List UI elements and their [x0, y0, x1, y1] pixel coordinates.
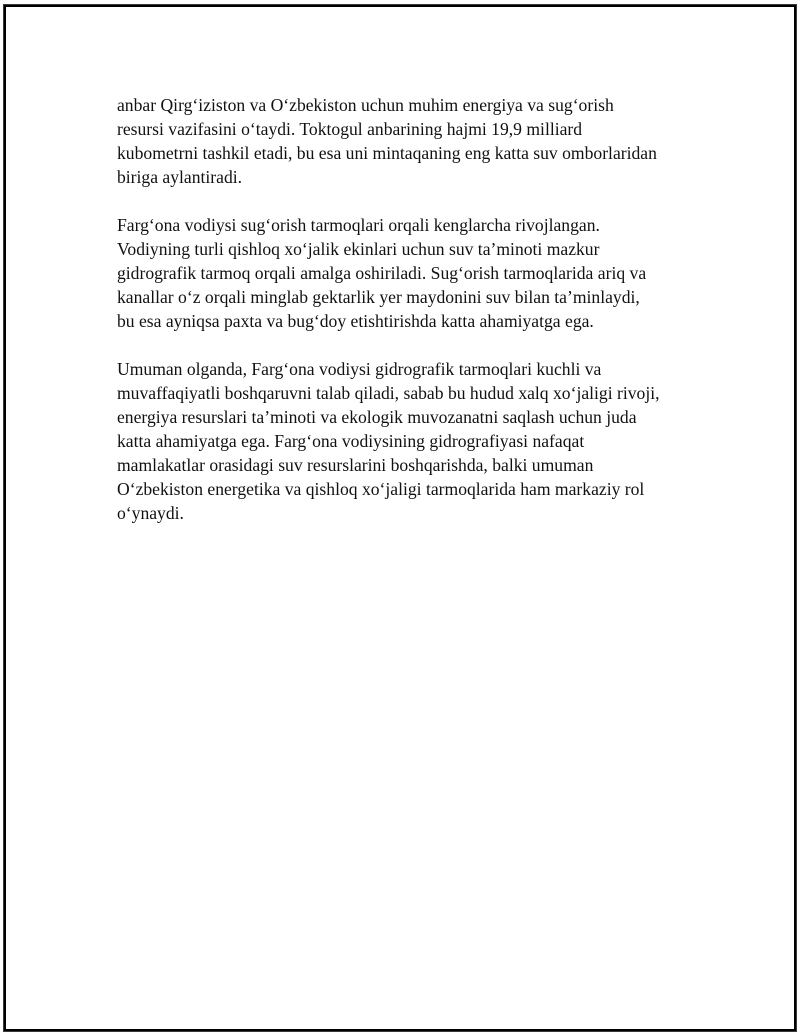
- text-line: Oʻzbekiston energetika va qishloq xoʻjaligi tarmoqlarida ham markaziy rol: [117, 479, 645, 499]
- text-line: kubometrni tashkil etadi, bu esa uni mintaqaning eng katta suv omborlaridan: [117, 143, 657, 163]
- paragraph-2: [117, 213, 697, 333]
- text-line: oʻynaydi.: [117, 503, 184, 523]
- text-line: anbar Qirgʻiziston va Oʻzbekiston uchun muhim energiya va sugʻorish: [117, 95, 614, 115]
- text-line: bu esa ayniqsa paxta va bugʻdoy etishtirishda katta ahamiyatga ega.: [117, 311, 594, 331]
- paragraph-3: [117, 357, 697, 525]
- text-line: Fargʻona vodiysi sugʻorish tarmoqlari orqali kenglarcha rivojlangan.: [117, 215, 600, 235]
- text-line: energiya resurslari taʼminoti va ekologik muvozanatni saqlash uchun juda: [117, 407, 637, 427]
- text-line: biriga aylantiradi.: [117, 167, 243, 187]
- text-line: resursi vazifasini oʻtaydi. Toktogul anbarining hajmi 19,9 milliard: [117, 119, 583, 139]
- paragraph-1: [117, 93, 697, 189]
- text-line: Vodiyning turli qishloq xoʻjalik ekinlari uchun suv taʼminoti mazkur: [117, 239, 600, 259]
- text-line: muvaffaqiyatli boshqaruvni talab qiladi, sabab bu hudud xalq xoʻjaligi rivoji,: [117, 383, 660, 403]
- text-line: katta ahamiyatga ega. Fargʻona vodiysining gidrografiyasi nafaqat: [117, 431, 585, 451]
- text-line: Umuman olganda, Fargʻona vodiysi gidrografik tarmoqlari kuchli va: [117, 359, 602, 379]
- text-line: mamlakatlar orasidagi suv resurslarini boshqarishda, balki umuman: [117, 455, 594, 475]
- text-line: kanallar oʻz orqali minglab gektarlik yer maydonini suv bilan taʼminlaydi,: [117, 287, 640, 307]
- text-line: gidrografik tarmoq orqali amalga oshiriladi. Sugʻorish tarmoqlarida ariq va: [117, 263, 647, 283]
- document-body: [117, 93, 697, 549]
